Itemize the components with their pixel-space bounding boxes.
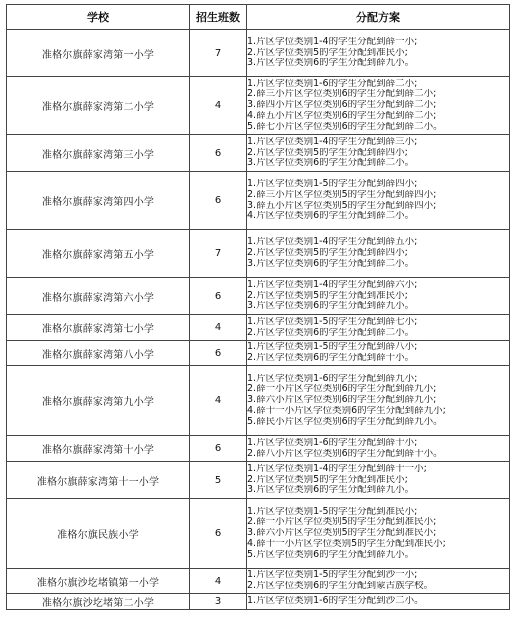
allocation-plan-cell [247,135,510,172]
class-count-cell: 3 [190,594,247,610]
table-row [7,569,510,594]
school-name-cell: 准格尔旗沙圪堵第二小学 [7,594,190,610]
table-row [7,341,510,366]
class-count-cell: 4 [190,77,247,135]
class-count-cell: 6 [190,278,247,315]
table-row [7,77,510,135]
school-name-cell: 准格尔旗薛家湾第二小学 [7,77,190,135]
allocation-table [6,4,510,610]
plan-line: 2.片区学位类别6的学生分配到薛二小。 [247,327,415,338]
class-count-cell: 6 [190,341,247,366]
plan-line: 2.片区学位类别6的学生分配到蒙古族学校。 [247,581,434,591]
plan-line: 1.片区学位类别1-5的学生分配到沙一小; [247,570,418,581]
school-name-cell: 准格尔旗薛家湾第九小学 [7,366,190,436]
plan-line: 4.片区学位类别6的学生分配到薛二小。 [247,211,415,222]
plan-line: 2.片区学位类别5的学生分配到准民小; [247,290,408,301]
allocation-plan-cell [247,341,510,366]
allocation-plan-cell [247,30,510,77]
plan-line: 5.薛民小片区学位类别6的学生分配到薛九小。 [247,416,443,427]
plan-line: 1.片区学位类别1-6的学生分配到薛二小; [247,78,418,89]
plan-line: 1.片区学位类别1-4的学生分配到薛一小; [247,36,418,47]
class-count-cell: 7 [190,30,247,77]
class-count-cell: 5 [190,462,247,499]
plan-line: 2.片区学位类别5的学生分配到薛四小; [247,147,408,158]
plan-line: 2.片区学位类别5的学生分配到准民小; [247,47,408,58]
allocation-plan-cell [247,366,510,436]
plan-line: 1.片区学位类别1-5的学生分配到薛八小; [247,342,418,353]
plan-line: 3.薛五小片区学位类别5的学生分配到薛四小; [247,200,437,211]
school-name-cell: 准格尔旗薛家湾第十小学 [7,436,190,462]
school-name-cell: 准格尔旗薛家湾第十一小学 [7,462,190,499]
school-name-cell: 准格尔旗薛家湾第三小学 [7,135,190,172]
plan-line: 1.片区学位类别1-5的学生分配到薛七小; [247,316,418,327]
class-count-cell: 6 [190,172,247,230]
plan-line: 2.片区学位类别5的学生分配到准民小; [247,474,408,485]
table-row [7,30,510,77]
school-name-cell: 准格尔旗薛家湾第五小学 [7,230,190,278]
table-row [7,462,510,499]
plan-line: 3.片区学位类别6的学生分配到薛九小。 [247,301,415,312]
plan-line: 2.薛三小片区学位类别5的学生分配到薛四小; [247,189,437,200]
table-body [7,30,510,610]
plan-line: 1.片区学位类别1-6的学生分配到沙二小。 [247,596,424,607]
plan-line: 1.片区学位类别1-4的学生分配到薛六小; [247,279,418,290]
class-count-cell: 6 [190,436,247,462]
table-row [7,172,510,230]
class-count-cell: 4 [190,315,247,341]
plan-line: 3.片区学位类别6的学生分配到薛九小。 [247,485,415,496]
table-row [7,436,510,462]
plan-line: 2.薛一小片区学位类别6的学生分配到薛九小; [247,384,437,395]
plan-line: 3.片区学位类别6的学生分配到薛九小。 [247,58,415,69]
plan-line: 2.薛三小片区学位类别6的学生分配到薛二小; [247,89,437,100]
plan-line: 2.片区学位类别6的学生分配到薛十小。 [247,353,415,363]
header-row [7,5,510,30]
plan-line: 3.薛六小片区学位类别6的学生分配到薛九小; [247,395,437,406]
table-header [7,5,510,30]
allocation-plan-cell [247,569,510,594]
table-row [7,315,510,341]
plan-line: 3.片区学位类别6的学生分配到薛二小。 [247,158,415,169]
header-plan: 分配方案 [247,5,510,30]
plan-line: 1.片区学位类别1-4的学生分配到薛五小; [247,237,418,248]
plan-line: 2.薛八小片区学位类别6的学生分配到薛十小。 [247,448,443,459]
allocation-plan-cell [247,230,510,278]
school-name-cell: 准格尔旗薛家湾第七小学 [7,315,190,341]
plan-line: 3.薛四小片区学位类别6的学生分配到薛二小; [247,100,437,111]
school-name-cell: 准格尔旗薛家湾第四小学 [7,172,190,230]
allocation-plan-cell [247,499,510,569]
school-name-cell: 准格尔旗薛家湾第八小学 [7,341,190,366]
table-row [7,135,510,172]
allocation-plan-cell [247,77,510,135]
school-name-cell: 准格尔旗沙圪堵镇第一小学 [7,569,190,594]
plan-line: 2.薛一小片区学位类别5的学生分配到准民小; [247,517,437,528]
allocation-plan-cell [247,172,510,230]
allocation-plan-cell [247,436,510,462]
plan-line: 5.片区学位类别6的学生分配到薛九小。 [247,549,415,560]
table-row [7,230,510,278]
table-row [7,499,510,569]
plan-line: 3.片区学位类别6的学生分配到薛二小。 [247,258,415,269]
plan-line: 1.片区学位类别1-6的学生分配到薛九小; [247,373,418,384]
table-row [7,278,510,315]
allocation-plan-cell [247,462,510,499]
plan-line: 2.片区学位类别5的学生分配到薛四小; [247,248,408,259]
table-row [7,594,510,610]
class-count-cell: 7 [190,230,247,278]
plan-line: 4.薛十一小片区学位类别5的学生分配到准民小; [247,538,446,549]
allocation-plan-cell [247,278,510,315]
plan-line: 3.薛六小片区学位类别5的学生分配到准民小; [247,528,437,539]
plan-line: 4.薛五小片区学位类别6的学生分配到薛二小; [247,110,437,121]
school-name-cell: 准格尔旗薛家湾第一小学 [7,30,190,77]
plan-line: 1.片区学位类别1-5的学生分配到薛四小; [247,178,418,189]
plan-line: 1.片区学位类别1-6的学生分配到薛十小; [247,437,418,448]
plan-line: 1.片区学位类别1-5的学生分配到准民小; [247,506,418,517]
header-school: 学校 [7,5,190,30]
school-name-cell: 准格尔旗薛家湾第六小学 [7,278,190,315]
plan-line: 1.片区学位类别1-4的学生分配到薛三小; [247,136,418,147]
class-count-cell: 6 [190,499,247,569]
plan-line: 4.薛十一小片区学位类别6的学生分配到薛九小; [247,405,446,416]
table-row [7,366,510,436]
class-count-cell: 4 [190,366,247,436]
plan-line: 1.片区学位类别1-4的学生分配到薛十一小; [247,463,427,474]
class-count-cell: 4 [190,569,247,594]
plan-line: 5.薛七小片区学位类别6的学生分配到薛二小。 [247,121,443,132]
allocation-plan-cell [247,594,510,610]
header-classes: 招生班数 [190,5,247,30]
allocation-plan-cell [247,315,510,341]
school-name-cell: 准格尔旗民族小学 [7,499,190,569]
class-count-cell: 6 [190,135,247,172]
